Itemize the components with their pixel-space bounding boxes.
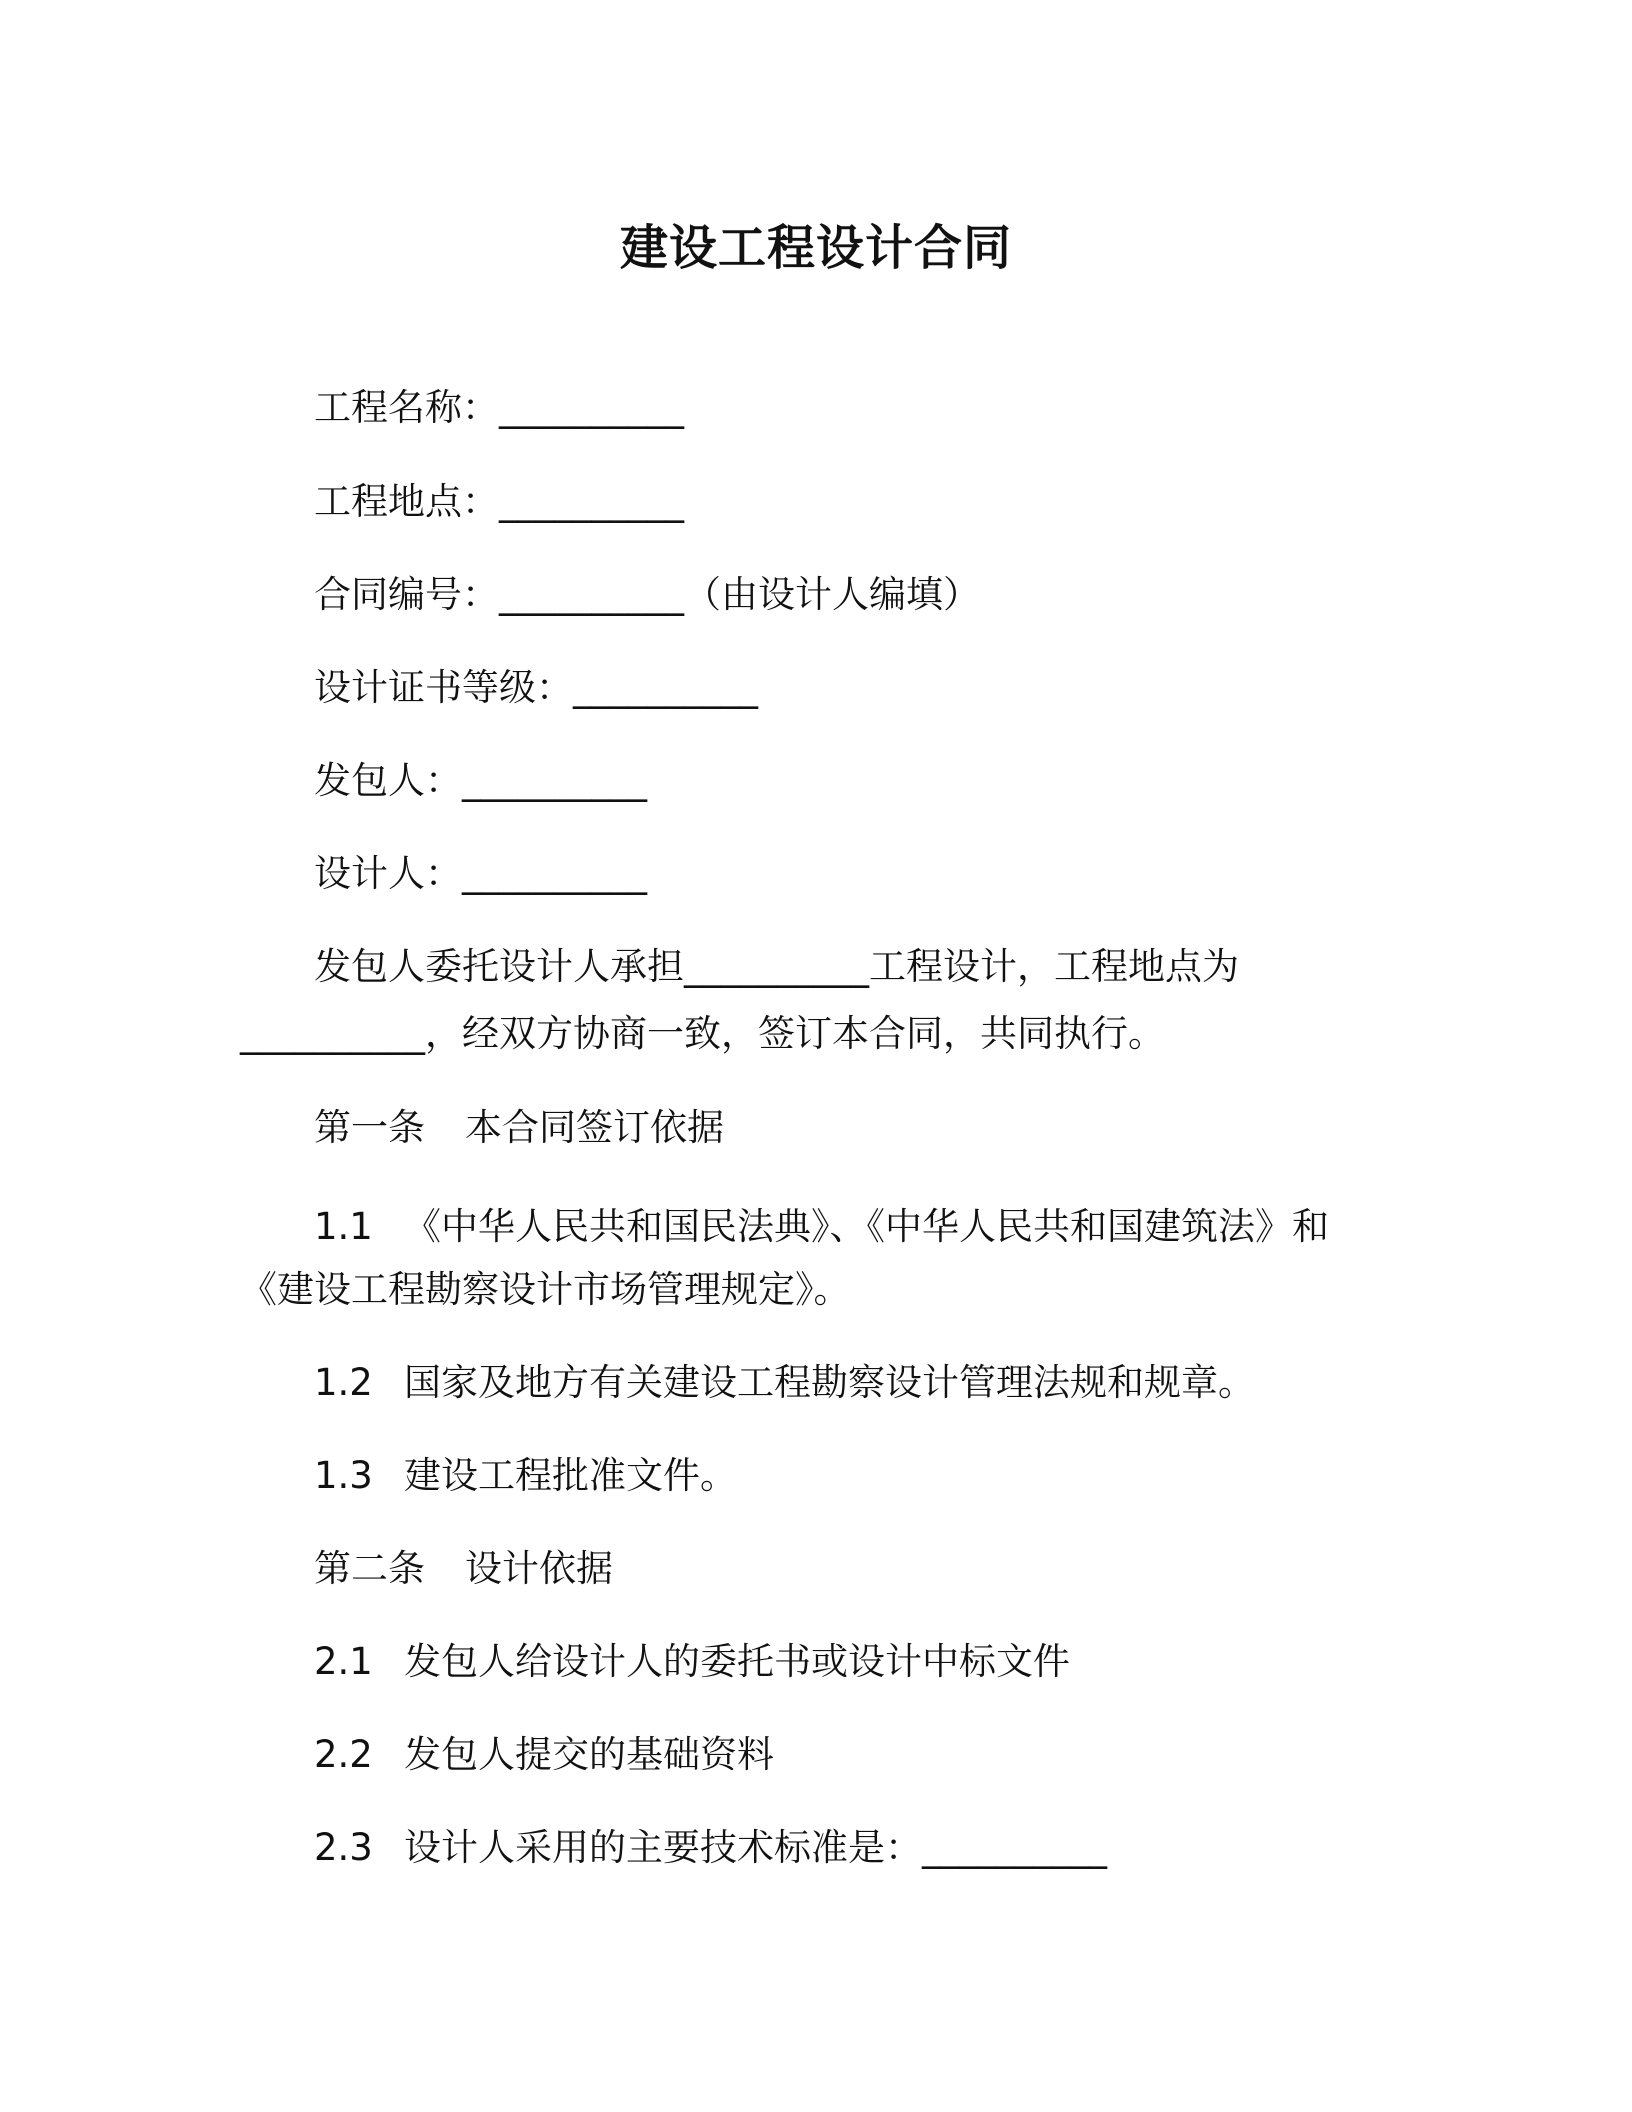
clause-2-1 [314, 1638, 1070, 1686]
clause-number: 1.1 [314, 1205, 373, 1248]
clause-text: 发包人提交的基础资料 [404, 1733, 774, 1776]
field-certificate-grade: 设计证书等级：__________ [314, 666, 758, 709]
field-designer: 设计人：__________ [314, 852, 647, 895]
clause-text: 国家及地方有关建设工程勘察设计管理法规和规章。 [404, 1361, 1255, 1404]
clause-1-3 [314, 1452, 737, 1500]
clause-number: 1.2 [314, 1361, 373, 1404]
clause-text: 建设工程批准文件。 [404, 1454, 737, 1497]
clause-1-2 [314, 1359, 1255, 1407]
document-title: 建设工程设计合同 [619, 220, 1012, 276]
article-2-heading [314, 1545, 613, 1593]
clause-text: 发包人给设计人的委托书或设计中标文件 [404, 1640, 1070, 1683]
clause-text: 设计人采用的主要技术标准是：__________ [404, 1826, 1107, 1869]
article-1-heading [314, 1104, 724, 1152]
intro-paragraph-line-1: 发包人委托设计人承担__________工程设计，工程地点为 [314, 945, 1239, 988]
article-2-number: 第二条 [314, 1547, 425, 1590]
clause-text: 《中华人民共和国民法典》、《中华人民共和国建筑法》和 [404, 1205, 1329, 1248]
article-1-title: 本合同签订依据 [465, 1106, 724, 1149]
article-1-number: 第一条 [314, 1106, 425, 1149]
field-employer: 发包人：__________ [314, 759, 647, 802]
field-project-name: 工程名称：__________ [314, 386, 684, 429]
clause-number: 2.3 [314, 1826, 373, 1869]
field-contract-number: 合同编号：__________（由设计人编填） [314, 573, 980, 616]
article-2-title: 设计依据 [465, 1547, 613, 1590]
clause-number: 1.3 [314, 1454, 373, 1497]
intro-paragraph-line-2: __________，经双方协商一致，签订本合同，共同执行。 [240, 1012, 1165, 1055]
clause-2-3 [314, 1824, 1107, 1872]
clause-number: 2.1 [314, 1640, 373, 1683]
clause-2-2 [314, 1731, 774, 1779]
field-project-location: 工程地点：__________ [314, 480, 684, 523]
clause-number: 2.2 [314, 1733, 373, 1776]
clause-1-1-continuation: 《建设工程勘察设计市场管理规定》。 [240, 1268, 851, 1311]
clause-1-1 [314, 1203, 1329, 1251]
